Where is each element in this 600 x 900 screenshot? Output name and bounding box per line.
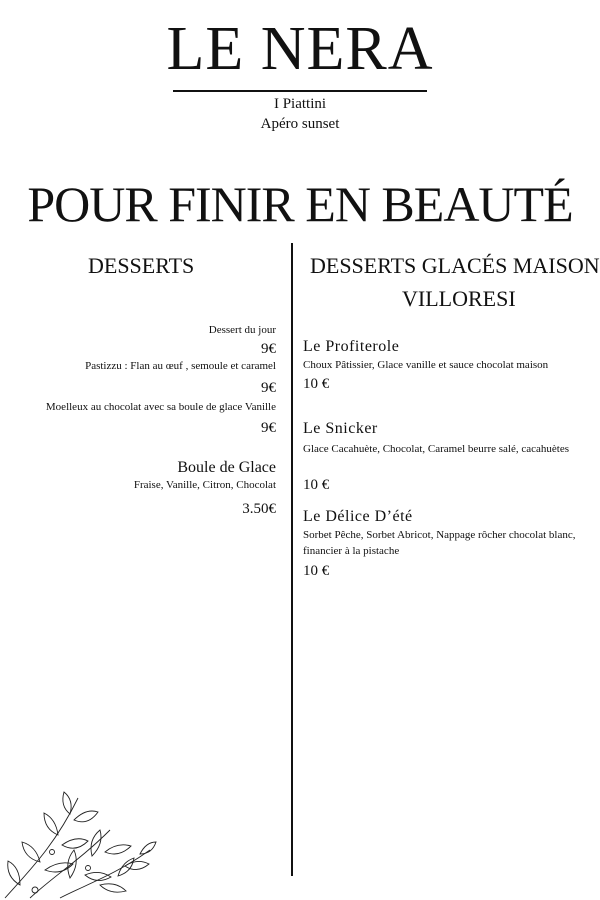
glaces-heading-brand: VILLORESI bbox=[402, 286, 516, 311]
glace-dessert-name: Le Délice D’été bbox=[303, 508, 413, 525]
subtitle-piattini: I Piattini bbox=[273, 96, 327, 112]
column-divider bbox=[291, 243, 293, 876]
glace-dessert-name: Le Profiterole bbox=[303, 338, 400, 355]
glaces-heading: DESSERTS GLACÉS MAISON bbox=[310, 253, 600, 278]
glace-price: 3.50€ bbox=[242, 501, 276, 517]
glace-dessert-price: 10 € bbox=[303, 563, 330, 579]
desserts-heading: DESSERTS bbox=[88, 253, 195, 278]
dessert-item-price: 9€ bbox=[261, 420, 276, 436]
glace-dessert-description: Sorbet Pêche, Sorbet Abricot, Nappage rôcher chocolat blanc, financier à la pistache bbox=[303, 529, 576, 557]
dessert-item-name: Pastizzu : Flan au œuf , semoule et caramel bbox=[85, 360, 276, 372]
dessert-item-price: 9€ bbox=[261, 341, 276, 357]
olive-branch-icon bbox=[0, 790, 160, 900]
glace-dessert-description: Glace Cacahuète, Chocolat, Caramel beurre salé, cacahuètes bbox=[303, 443, 569, 455]
subtitle-apero: Apéro sunset bbox=[260, 116, 340, 132]
glace-dessert-price: 10 € bbox=[303, 477, 330, 493]
glace-item-name: Boule de Glace bbox=[177, 459, 276, 476]
dessert-item-name: Dessert du jour bbox=[208, 324, 276, 336]
header-divider bbox=[173, 90, 427, 92]
restaurant-name: LE NERA bbox=[166, 15, 434, 83]
glace-dessert-price: 10 € bbox=[303, 376, 330, 392]
page-title: POUR FINIR EN BEAUTÉ bbox=[27, 176, 573, 232]
dessert-item-price: 9€ bbox=[261, 380, 276, 396]
dessert-item-name: Moelleux au chocolat avec sa boule de glace Vanille bbox=[45, 401, 276, 413]
glace-dessert-name: Le Snicker bbox=[303, 420, 378, 437]
glace-dessert-description: Choux Pâtissier, Glace vanille et sauce chocolat maison bbox=[303, 359, 549, 371]
glace-flavours: Fraise, Vanille, Citron, Chocolat bbox=[133, 479, 276, 491]
